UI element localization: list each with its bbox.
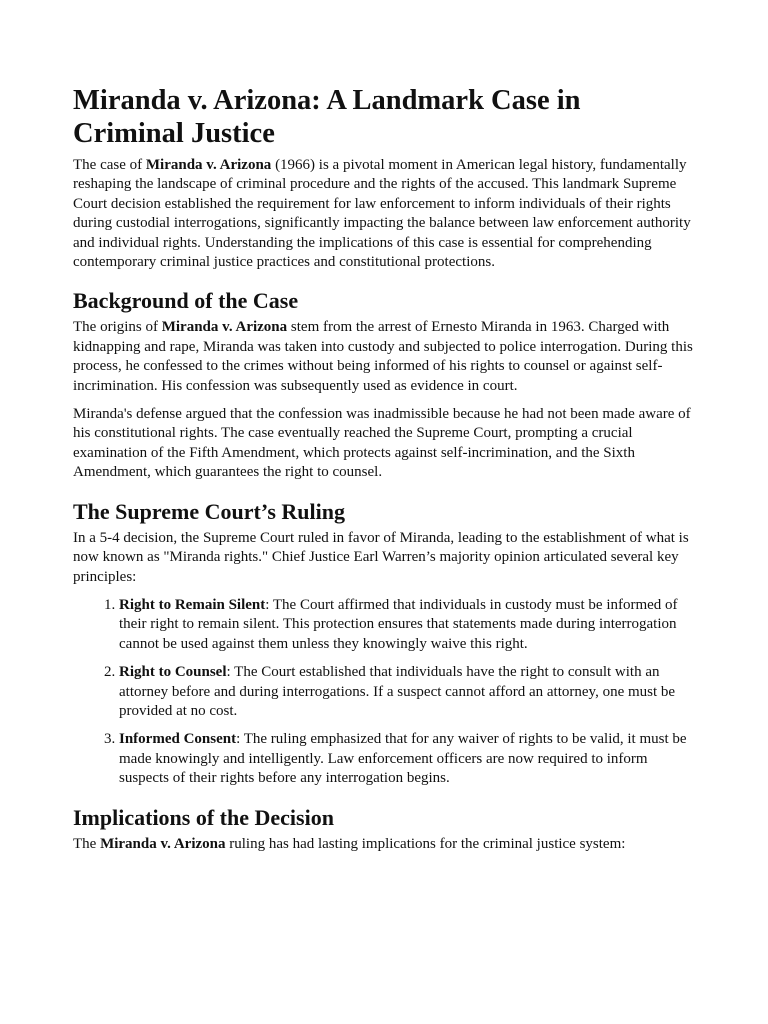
- principle-text: : The ruling emphasized that for any waiver of rights to be valid, it must be made knowingly and intelligently. Law enforcement officers are now required to inform suspects of their rights before any interrogation begins.: [119, 731, 687, 787]
- principle-term: Informed Consent: [119, 731, 237, 748]
- principle-right-to-counsel: [119, 663, 697, 721]
- background-heading: Background of the Case: [73, 288, 299, 314]
- case-name-bold: Miranda v. Arizona: [145, 157, 272, 173]
- principle-right-to-remain-silent: [119, 596, 697, 654]
- implications-paragraph: [73, 835, 697, 854]
- document-title: Miranda v. Arizona: A Landmark Case in Criminal Justice: [73, 85, 581, 149]
- background-paragraph-1: [73, 318, 697, 396]
- intro-text-rest: (1966) is a pivotal moment in American legal history, fundamentally reshaping the landscape of criminal procedure and the rights of the accused. This landmark Supreme Court decision established the requirement for law enforcement to inform individuals of their rights during custodial interrogations, significantly impacting the balance between law enforcement authority and individual rights. Understanding the implications of this case is essential for comprehending contemporary criminal justice practices and constitutional protections.: [73, 157, 691, 271]
- intro-paragraph: [73, 156, 697, 272]
- implications-text-start: The: [73, 835, 101, 852]
- implications-heading: Implications of the Decision: [73, 804, 334, 830]
- principles-list: [73, 596, 697, 789]
- ruling-heading: The Supreme Court’s Ruling: [73, 498, 345, 524]
- background-text-rest: stem from the arrest of Ernesto Miranda in 1963. Charged with kidnapping and rape, Miranda was taken into custody and subjected to police interrogation. During this process, he confessed to the crimes without being informed of his rights to counsel or against self-incrimination. His confession was subsequently used as evidence in court.: [73, 319, 693, 394]
- ruling-intro-paragraph: In a 5-4 decision, the Supreme Court ruled in favor of Miranda, leading to the establishment of what is now known as "Miranda rights." Chief Justice Earl Warren’s majority opinion articulated several key principles:: [73, 529, 689, 585]
- implications-text-rest: ruling has had lasting implications for the criminal justice system:: [225, 835, 626, 852]
- principle-informed-consent: [119, 730, 697, 788]
- principle-term: Right to Counsel: [119, 664, 227, 681]
- principle-text: : The Court affirmed that individuals in custody must be informed of their right to remain silent. This protection ensures that statements made during interrogation cannot be used against them unless they knowingly waive this right.: [119, 596, 678, 652]
- intro-text-start: The case of: [73, 157, 146, 173]
- principle-term: Right to Remain Silent: [119, 596, 266, 613]
- background-text-start: The origins of: [73, 319, 162, 336]
- case-name-bold: Miranda v. Arizona: [100, 835, 226, 852]
- document-page: [73, 84, 697, 863]
- principle-text: : The Court established that individuals have the right to consult with an attorney before and during interrogations. If a suspect cannot afford an attorney, one must be provided at no cost.: [119, 664, 676, 719]
- case-name-bold: Miranda v. Arizona: [161, 319, 288, 336]
- background-paragraph-2: Miranda's defense argued that the confession was inadmissible because he had not been made aware of his constitutional rights. The case eventually reached the Supreme Court, prompting a crucial examination of the Fifth Amendment, which protects against self-incrimination, and the Sixth Amendment, which guarantees the right to counsel.: [73, 406, 691, 481]
